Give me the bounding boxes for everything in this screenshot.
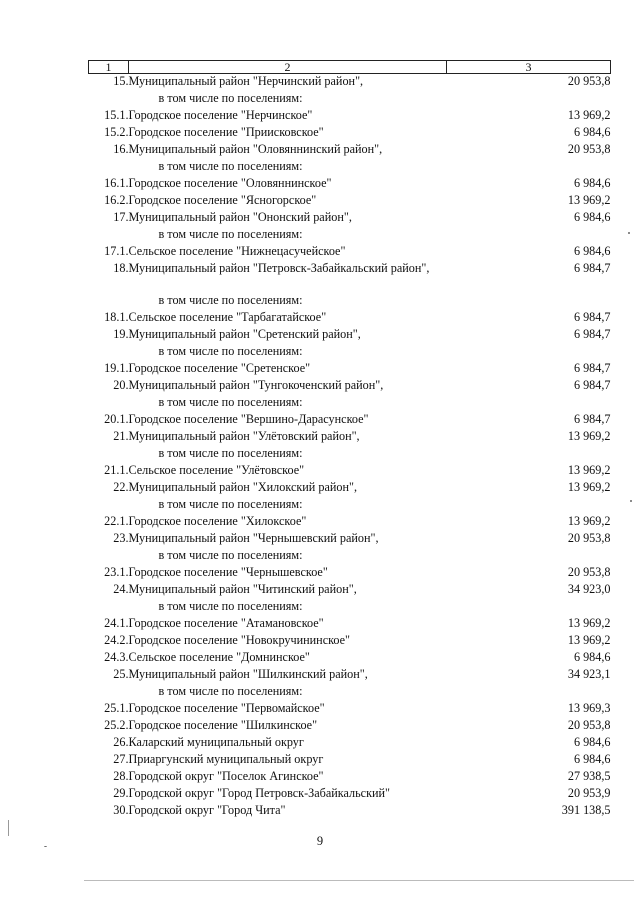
row-number: 26. xyxy=(113,735,129,749)
table-row xyxy=(89,193,611,210)
row-name: в том числе по поселениям: xyxy=(158,599,303,613)
table-row xyxy=(89,633,611,650)
row-number: 22. xyxy=(113,480,129,494)
row-number xyxy=(89,159,129,176)
row-number xyxy=(89,91,129,108)
row-name: Городское поселение "Шилкинское" xyxy=(128,718,318,732)
row-name: Городское поселение "Ясногорское" xyxy=(128,193,317,207)
row-value: 13 969,2 xyxy=(567,108,611,122)
table-row xyxy=(89,786,611,803)
table-row xyxy=(89,395,611,412)
table-row xyxy=(89,548,611,565)
row-name: в том числе по поселениям: xyxy=(158,548,303,562)
table-row xyxy=(89,91,611,108)
table-row xyxy=(89,531,611,548)
row-value: 6 984,6 xyxy=(573,735,611,749)
row-number: 24.3. xyxy=(104,650,129,664)
row-name: Муниципальный район "Шилкинский район", xyxy=(128,667,368,681)
row-value: 6 984,7 xyxy=(573,412,611,426)
row-number: 17.1. xyxy=(104,244,129,258)
row-name: Городской округ "Город Петровск-Забайкальский" xyxy=(128,786,391,800)
table-row xyxy=(89,429,611,446)
row-value: 6 984,7 xyxy=(573,261,611,275)
row-number: 15. xyxy=(113,74,129,88)
row-name: Городское поселение "Вершино-Дарасунское" xyxy=(128,412,369,426)
row-name: в том числе по поселениям: xyxy=(158,446,303,460)
table-row xyxy=(89,718,611,735)
row-value: 6 984,7 xyxy=(573,327,611,341)
row-number: 20.1. xyxy=(104,412,129,426)
row-value xyxy=(447,227,611,244)
table-row xyxy=(89,74,611,92)
row-value: 13 969,2 xyxy=(567,633,611,647)
table-row xyxy=(89,480,611,497)
row-value: 13 969,2 xyxy=(567,463,611,477)
scan-bottom-line xyxy=(84,880,634,881)
row-number xyxy=(89,293,129,310)
row-name: Муниципальный район "Ононский район", xyxy=(128,210,352,224)
row-value xyxy=(447,159,611,176)
row-number: 24.1. xyxy=(104,616,129,630)
row-value xyxy=(447,344,611,361)
row-name: Муниципальный район "Тунгокоченский район", xyxy=(128,378,384,392)
table-row xyxy=(89,125,611,142)
row-number xyxy=(89,599,129,616)
row-number xyxy=(89,446,129,463)
table-row xyxy=(89,599,611,616)
row-number: 21.1. xyxy=(104,463,129,477)
row-name: Приаргунский муниципальный округ xyxy=(128,752,324,766)
row-value: 6 984,6 xyxy=(573,244,611,258)
row-number: 24. xyxy=(113,582,129,596)
row-name: Каларский муниципальный округ xyxy=(128,735,304,749)
row-value: 20 953,9 xyxy=(567,786,611,800)
table-row xyxy=(89,327,611,344)
row-value: 391 138,5 xyxy=(561,803,611,817)
table-row xyxy=(89,378,611,395)
row-value: 13 969,2 xyxy=(567,616,611,630)
table-row xyxy=(89,769,611,786)
table-row xyxy=(89,446,611,463)
row-number: 17. xyxy=(113,210,129,224)
row-number: 19.1. xyxy=(104,361,129,375)
row-name: Муниципальный район "Петровск-Забайкальский район", xyxy=(128,261,430,275)
row-value: 6 984,6 xyxy=(573,650,611,664)
table-row xyxy=(89,159,611,176)
row-number xyxy=(89,395,129,412)
row-name: Городское поселение "Атамановское" xyxy=(128,616,324,630)
row-value: 20 953,8 xyxy=(567,531,611,545)
row-value: 6 984,7 xyxy=(573,310,611,324)
row-name: в том числе по поселениям: xyxy=(158,395,303,409)
table-row xyxy=(89,735,611,752)
row-value: 13 969,3 xyxy=(567,701,611,715)
row-value xyxy=(447,497,611,514)
row-value xyxy=(447,684,611,701)
scan-speck xyxy=(44,846,47,847)
row-name: в том числе по поселениям: xyxy=(158,344,303,358)
row-number: 19. xyxy=(113,327,129,341)
table-row xyxy=(89,565,611,582)
row-number: 18.1. xyxy=(104,310,129,324)
row-name: Городское поселение "Приисковское" xyxy=(128,125,324,139)
row-value: 13 969,2 xyxy=(567,480,611,494)
row-value xyxy=(447,599,611,616)
row-value xyxy=(447,293,611,310)
row-value: 20 953,8 xyxy=(567,74,611,88)
row-name: в том числе по поселениям: xyxy=(158,159,303,173)
row-name: Муниципальный район "Сретенский район", xyxy=(128,327,361,341)
table-header-row xyxy=(89,61,611,74)
row-value: 6 984,7 xyxy=(573,378,611,392)
row-value: 20 953,8 xyxy=(567,718,611,732)
row-value: 13 969,2 xyxy=(567,514,611,528)
row-value: 6 984,7 xyxy=(573,361,611,375)
row-number: 21. xyxy=(113,429,129,443)
row-name: в том числе по поселениям: xyxy=(158,684,303,698)
row-name: Сельское поселение "Улётовское" xyxy=(128,463,305,477)
row-name: Сельское поселение "Нижнецасучейское" xyxy=(128,244,346,258)
table-row xyxy=(89,582,611,599)
row-number: 27. xyxy=(113,752,129,766)
table-row xyxy=(89,108,611,125)
table-row xyxy=(89,293,611,310)
row-name: Городское поселение "Оловяннинское" xyxy=(128,176,332,190)
table-row xyxy=(89,344,611,361)
table-row xyxy=(89,752,611,769)
page-number: 9 xyxy=(316,834,324,848)
row-name: Городское поселение "Нерчинское" xyxy=(128,108,313,122)
table-row xyxy=(89,514,611,531)
row-value: 13 969,2 xyxy=(567,193,611,207)
row-number: 25.2. xyxy=(104,718,129,732)
budget-allocation-table xyxy=(88,60,611,820)
scan-speck xyxy=(630,500,632,502)
row-name: Муниципальный район "Хилокский район", xyxy=(128,480,358,494)
row-name: в том числе по поселениям: xyxy=(158,293,303,307)
column-header-3: 3 xyxy=(447,61,611,74)
row-number xyxy=(89,344,129,361)
row-name: Муниципальный район "Нерчинский район", xyxy=(128,74,364,88)
row-value: 20 953,8 xyxy=(567,565,611,579)
table-row xyxy=(89,176,611,193)
table-row xyxy=(89,261,611,293)
row-name: Городское поселение "Чернышевское" xyxy=(128,565,328,579)
row-number xyxy=(89,227,129,244)
table-row xyxy=(89,244,611,261)
row-name: в том числе по поселениям: xyxy=(158,227,303,241)
row-name: Городской округ "Поселок Агинское" xyxy=(128,769,324,783)
table-row xyxy=(89,210,611,227)
row-name: Городское поселение "Хилокское" xyxy=(128,514,307,528)
row-value: 6 984,6 xyxy=(573,752,611,766)
row-number: 25. xyxy=(113,667,129,681)
row-number: 28. xyxy=(113,769,129,783)
scan-speck xyxy=(628,232,630,234)
row-name: Городское поселение "Сретенское" xyxy=(128,361,311,375)
row-name: Муниципальный район "Улётовский район", xyxy=(128,429,360,443)
row-number xyxy=(89,684,129,701)
table-body xyxy=(89,74,611,821)
row-value: 6 984,6 xyxy=(573,125,611,139)
table-row xyxy=(89,142,611,159)
table-row xyxy=(89,667,611,684)
row-number: 18. xyxy=(113,261,129,275)
table-row xyxy=(89,310,611,327)
table-row xyxy=(89,412,611,429)
row-number: 15.1. xyxy=(104,108,129,122)
row-value: 13 969,2 xyxy=(567,429,611,443)
row-name: Городское поселение "Первомайское" xyxy=(128,701,325,715)
table-row xyxy=(89,616,611,633)
row-value xyxy=(447,446,611,463)
scan-edge-mark-left xyxy=(8,820,9,836)
table-row xyxy=(89,227,611,244)
row-number xyxy=(89,497,129,514)
row-value xyxy=(447,395,611,412)
table-row xyxy=(89,463,611,480)
table-row xyxy=(89,361,611,378)
row-name: в том числе по поселениям: xyxy=(158,91,303,105)
row-name: Муниципальный район "Читинский район", xyxy=(128,582,357,596)
row-number: 23.1. xyxy=(104,565,129,579)
row-number: 23. xyxy=(113,531,129,545)
row-name: в том числе по поселениям: xyxy=(158,497,303,511)
row-number: 22.1. xyxy=(104,514,129,528)
row-value: 20 953,8 xyxy=(567,142,611,156)
row-number: 24.2. xyxy=(104,633,129,647)
column-header-1: 1 xyxy=(89,61,129,74)
row-number: 16.1. xyxy=(104,176,129,190)
column-header-2: 2 xyxy=(129,61,447,74)
row-name: Муниципальный район "Оловяннинский район", xyxy=(128,142,383,156)
row-name: Муниципальный район "Чернышевский район", xyxy=(128,531,379,545)
row-number: 25.1. xyxy=(104,701,129,715)
row-value xyxy=(447,91,611,108)
row-number: 16.2. xyxy=(104,193,129,207)
row-number: 30. xyxy=(113,803,129,817)
row-number: 29. xyxy=(113,786,129,800)
row-number: 16. xyxy=(113,142,129,156)
row-number: 20. xyxy=(113,378,129,392)
table-row xyxy=(89,497,611,514)
row-name: Городской округ "Город Чита" xyxy=(128,803,286,817)
row-value: 34 923,0 xyxy=(567,582,611,596)
row-value: 6 984,6 xyxy=(573,176,611,190)
row-value xyxy=(447,548,611,565)
row-value: 34 923,1 xyxy=(567,667,611,681)
row-number xyxy=(89,548,129,565)
row-value: 27 938,5 xyxy=(567,769,611,783)
row-name: Сельское поселение "Домнинское" xyxy=(128,650,310,664)
table-row xyxy=(89,684,611,701)
table-row xyxy=(89,701,611,718)
row-value: 6 984,6 xyxy=(573,210,611,224)
table-row xyxy=(89,650,611,667)
row-name: Сельское поселение "Тарбагатайское" xyxy=(128,310,327,324)
row-name: Городское поселение "Новокручининское" xyxy=(128,633,351,647)
row-number: 15.2. xyxy=(104,125,129,139)
table-row xyxy=(89,803,611,820)
